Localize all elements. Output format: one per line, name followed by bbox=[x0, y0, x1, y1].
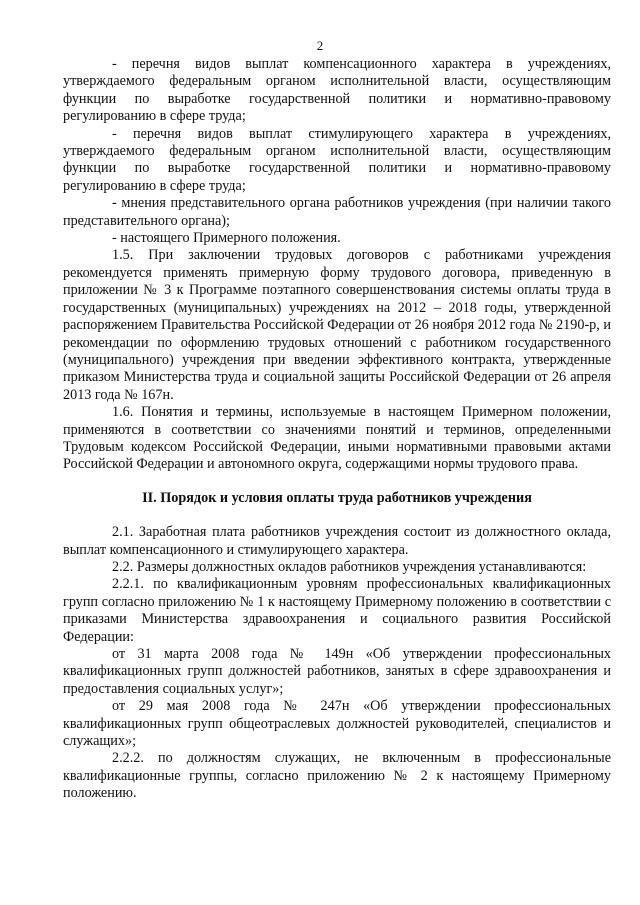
clause-1-6: 1.6. Понятия и термины, используемые в настоящем Примерном положении, применяются в соответствии со значениями понятий и терминов, определенными Трудовым кодексом Российской Федерации, иными нормативными правовыми актами Российской Федерации и автономного округа, содержащими нормы трудового права. bbox=[63, 404, 611, 473]
list-item-compensation-payments: - перечня видов выплат компенсационного характера в учреждениях, утверждаемого федеральным органом исполнительной власти, осуществляющим функции по выработке государственной политики и нормативно-правовому регулированию в сфере труда; bbox=[63, 56, 611, 125]
clause-2-2-2: 2.2.2. по должностям служащих, не включенным в профессиональные квалификационные группы, согласно приложению № 2 к настоящему Примерному положению. bbox=[63, 750, 611, 802]
section-heading: II. Порядок и условия оплаты труда работников учреждения bbox=[142, 489, 532, 506]
list-item-this-regulation: - настоящего Примерного положения. bbox=[112, 230, 341, 247]
list-item-incentive-payments: - перечня видов выплат стимулирующего характера в учреждениях, утверждаемого федеральным органом исполнительной власти, осуществляющим функции по выработке государственной политики и нормативно-правовому регулированию в сфере труда; bbox=[63, 125, 611, 194]
clause-2-1: 2.1. Заработная плата работников учреждения состоит из должностного оклада, выплат компенсационного и стимулирующего характера. bbox=[63, 524, 611, 558]
clause-2-2: 2.2. Размеры должностных окладов работников учреждения устанавливаются: bbox=[112, 558, 587, 575]
order-149n: от 31 марта 2008 года № 149н «Об утверждении профессиональных квалификационных групп должностей работников, занятых в сфере здравоохранения и предоставления социальных услуг»; bbox=[63, 646, 611, 697]
document-body bbox=[63, 56, 611, 803]
clause-2-2-1: 2.2.1. по квалификационным уровням профессиональных квалификационных групп согласно приложению № 1 к настоящему Примерному положению в соответствии с приказами Министерства здравоохранения и социального развития Российской Федерации: bbox=[63, 576, 611, 645]
clause-1-5: 1.5. При заключении трудовых договоров с работниками учреждения рекомендуется применять примерную форму трудового договора, приведенную в приложении № 3 к Программе поэтапного совершенствования системы оплаты труда в государственных (муниципальных) учреждениях на 2012 – 2018 годы, утвержденной распоряжением Правительства Российской Федерации от 26 ноября 2012 года № 2190-р, и рекомендации по оформлению трудовых отношений с работником государственного (муниципального) учреждения при введении эффективного контракта, утвержденные приказом Министерства труда и социальной защиты Российской Федерации от 26 апреля 2013 года № 167н. bbox=[63, 247, 611, 403]
order-247n: от 29 мая 2008 года № 247н «Об утверждении профессиональных квалификационных групп общеотраслевых должностей руководителей, специалистов и служащих»; bbox=[63, 698, 611, 750]
page-number: 2 bbox=[316, 38, 324, 53]
list-item-representative-body: - мнения представительного органа работников учреждения (при наличии такого представительного органа); bbox=[63, 195, 611, 229]
